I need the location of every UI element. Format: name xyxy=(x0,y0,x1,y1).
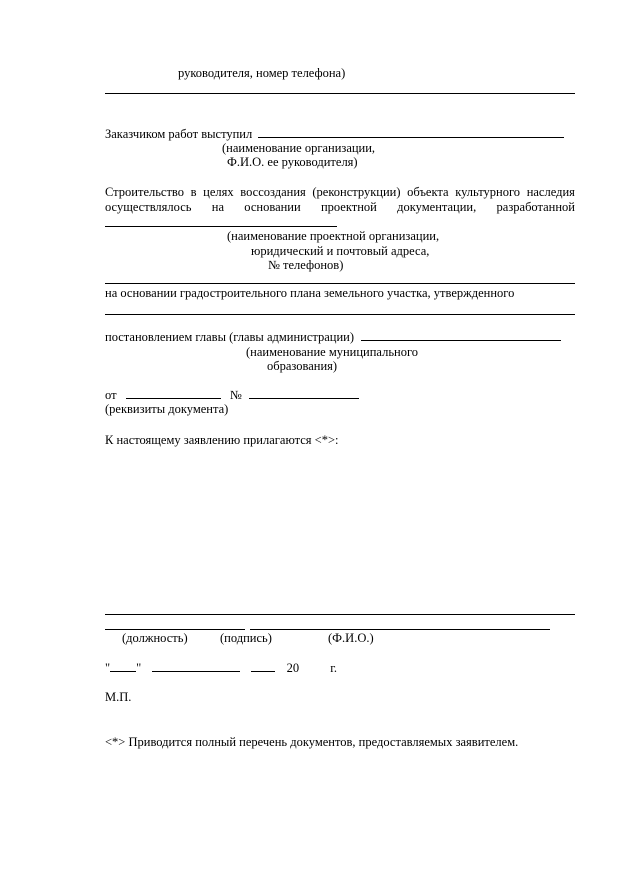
fill-line xyxy=(105,93,575,94)
resolution-row xyxy=(105,329,561,345)
date-row xyxy=(105,660,337,676)
fio-hint: (Ф.И.О.) xyxy=(328,631,374,645)
day-field[interactable] xyxy=(110,660,136,672)
signature-hint: (подпись) xyxy=(220,631,272,645)
customer-label: Заказчиком работ выступил xyxy=(105,127,253,141)
phones-hint: № телефонов) xyxy=(268,258,344,272)
head-phone-hint: руководителя, номер телефона) xyxy=(178,66,346,80)
gpzu-text: на основании градостроительного плана земельного участка, утвержденного xyxy=(105,286,515,300)
doc-number-field[interactable] xyxy=(249,387,359,399)
addresses-hint: юридический и почтовый адреса, xyxy=(251,244,430,258)
org-name-hint: (наименование организации, xyxy=(222,141,376,155)
footnote: <*> Приводится полный перечень документов, предоставляемых заявителем. xyxy=(105,735,519,749)
project-org-field[interactable] xyxy=(105,226,337,227)
fill-line xyxy=(105,283,575,284)
resolution-field[interactable] xyxy=(361,329,561,341)
attachments-line[interactable] xyxy=(105,614,575,615)
number-sign: № xyxy=(229,388,242,402)
month-field[interactable] xyxy=(152,660,240,672)
stamp-place: М.П. xyxy=(105,690,132,704)
doc-date-field[interactable] xyxy=(126,387,221,399)
from-label: от xyxy=(105,388,117,402)
construction-line: Строительство в целях воссоздания (реконструкции) объекта культурного наследия xyxy=(105,185,575,199)
gpzu-field[interactable] xyxy=(105,314,575,315)
position-hint: (должность) xyxy=(122,631,188,645)
resolution-label: постановлением главы (главы администрации) xyxy=(105,330,355,344)
doc-details-hint: (реквизиты документа) xyxy=(105,402,229,416)
signature-fio-field[interactable] xyxy=(250,629,550,630)
date-open-quote: " xyxy=(105,661,111,675)
org-head-hint: Ф.И.О. ее руководителя) xyxy=(227,155,358,169)
project-org-hint: (наименование проектной организации, xyxy=(227,229,440,243)
customer-row xyxy=(105,126,564,142)
date-close-quote: " xyxy=(136,661,142,675)
customer-field[interactable] xyxy=(258,126,564,138)
municipality-hint: (наименование муниципального xyxy=(246,345,419,359)
year-label: 20 xyxy=(286,661,300,675)
doc-details-row xyxy=(105,387,359,403)
year-prefix-field[interactable] xyxy=(251,660,275,672)
year-suffix: г. xyxy=(330,661,338,675)
attachments-text: К настоящему заявлению прилагаются <*>: xyxy=(105,433,339,447)
basis-line: осуществлялось на основании проектной документации, разработанной xyxy=(105,200,575,214)
position-field[interactable] xyxy=(105,629,245,630)
municipality-hint-2: образования) xyxy=(267,359,338,373)
